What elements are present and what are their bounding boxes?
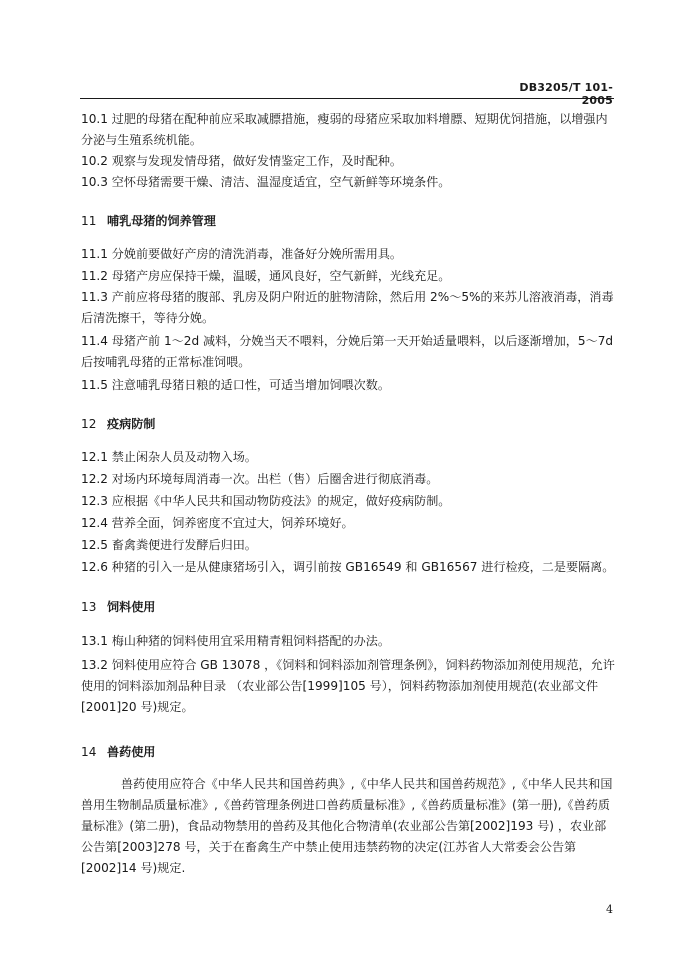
clause-12-3: 12.3 应根据《中华人民共和国动物防疫法》的规定，做好疫病防制。 (81, 494, 451, 508)
clause-13-1: 13.1 梅山种猪的饲料使用宜采用精青粗饲料搭配的办法。 (81, 634, 390, 648)
section-14-heading (81, 742, 155, 763)
section-14-title: 兽药使用 (107, 745, 156, 759)
section-12-title: 疫病防制 (107, 417, 156, 431)
clause-11-1: 11.1 分娩前要做好产房的清洗消毒，准备好分娩所需用具。 (81, 247, 403, 261)
clause-11-5: 11.5 注意哺乳母猪日粮的适口性，可适当增加饲喂次数。 (81, 378, 390, 392)
section-11-title: 哺乳母猪的饲养管理 (107, 214, 216, 228)
clause-14-body: 兽药使用应符合《中华人民共和国兽药典》,《中华人民共和国兽药规范》,《中华人民共和国兽用生物制品质量标准》,《兽药管理条例进口兽药质量标准》,《兽药质量标准》(第一册),《兽药质量标准》(第二册)，食品动物禁用的兽药及其他化合物清单(农业部公告第[2002]193 号) ，农业部公告第[2003]278 号，关于在畜禽生产中禁止使用违禁药物的决定(江苏省人大常委会公告第[2002]14 号)规定. (81, 777, 613, 875)
clause-12-4: 12.4 营养全面，饲养密度不宜过大，饲养环境好。 (81, 516, 354, 530)
section-14-number: 14 (81, 745, 97, 759)
clause-12-5: 12.5 畜禽粪便进行发酵后归田。 (81, 538, 257, 552)
section-13-heading (81, 597, 155, 618)
section-11-number: 11 (81, 214, 97, 228)
clause-12-6: 12.6 种猪的引入一是从健康猪场引入，调引前按 GB16549 和 GB16567 进行检疫，二是要隔离。 (81, 560, 615, 574)
clause-12-1: 12.1 禁止闲杂人员及动物入场。 (81, 450, 257, 464)
section-11-heading (81, 211, 216, 232)
clause-11-2: 11.2 母猪产房应保持干燥，温暖，通风良好，空气新鲜，光线充足。 (81, 269, 451, 283)
clause-10-1: 10.1 过肥的母猪在配种前应采取减膘措施，瘦弱的母猪应采取加料增膘、短期优饲措施，以增强内分泌与生殖系统机能。 (81, 112, 608, 147)
section-13-title: 饲料使用 (107, 600, 156, 614)
clause-13-2: 13.2 饲料使用应符合 GB 13078 ，《饲料和饲料添加剂管理条例》，饲料药物添加剂使用规范，允许使用的饲料添加剂品种目录 （农业部公告[1999]105 号），饲料药物添加剂使用规范(农业部文件[2001]20 号)规定。 (81, 658, 615, 714)
section-13-number: 13 (81, 600, 97, 614)
page-number: 4 (606, 903, 613, 916)
clause-11-4: 11.4 母猪产前 1～2d 减料，分娩当天不喂料，分娩后第一天开始适量喂料，以后逐渐增加，5～7d 后按哺乳母猪的正常标准饲喂。 (81, 334, 614, 369)
clause-10-2: 10.2 观察与发现发情母猪，做好发情鉴定工作，及时配种。 (81, 154, 403, 168)
clause-12-2: 12.2 对场内环境每周消毒一次。出栏（售）后圈舍进行彻底消毒。 (81, 472, 439, 486)
clause-10-3: 10.3 空怀母猪需要干燥、清洁、温湿度适宜，空气新鲜等环境条件。 (81, 175, 451, 189)
document-code: DB3205/T 101-2005 (519, 81, 613, 107)
clause-11-3: 11.3 产前应将母猪的腹部、乳房及阴户附近的脏物清除，然后用 2%～5%的来苏儿溶液消毒，消毒后清洗擦干，等待分娩。 (81, 290, 614, 325)
section-12-number: 12 (81, 417, 97, 431)
header-rule (80, 98, 614, 99)
section-12-heading (81, 414, 155, 435)
